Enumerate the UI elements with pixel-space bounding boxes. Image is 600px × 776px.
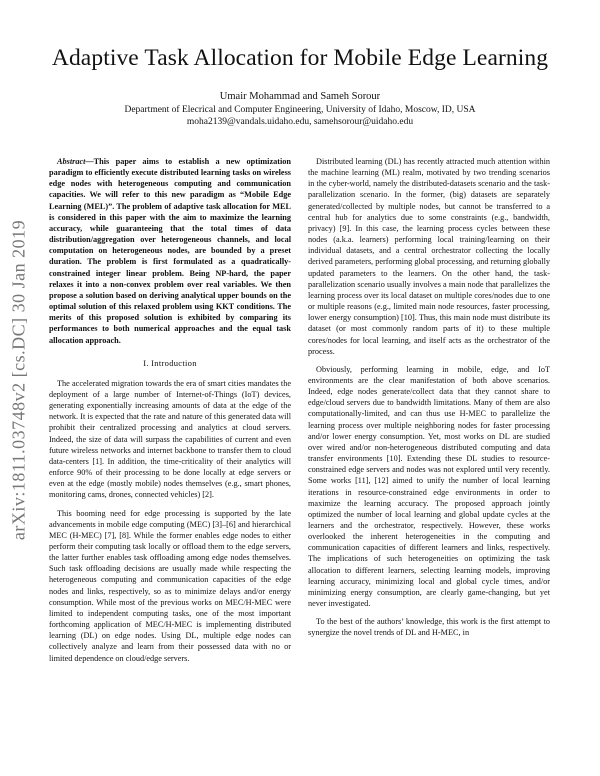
arxiv-identifier: arXiv:1811.03748v2 [cs.DC] 30 Jan 2019 xyxy=(8,219,29,541)
author-emails: moha2139@vandals.uidaho.edu, samehsorour@uidaho.edu xyxy=(186,117,414,127)
body-paragraph: To the best of the authors’ knowledge, this work is the first attempt to synergize the novel trends of DL and H-MEC, in xyxy=(308,617,550,638)
paper-title: Adaptive Task Allocation for Mobile Edge Learning xyxy=(51,45,549,71)
author-affiliation: Department of Elecrical and Computer Engineering, University of Idaho, Moscow, ID, USA xyxy=(124,105,476,115)
arxiv-sidebar xyxy=(4,210,34,550)
section-heading-introduction: I. Introduction xyxy=(143,357,197,368)
abstract-text: —This paper aims to establish a new optimization paradigm to efficiently execute distributed learning tasks on wireless edge nodes with heterogeneous computing and communication capacities. We will refer to this new paradigm as “Mobile Edge Learning (MEL)”. The problem of adaptive task allocation for MEL is considered in this paper with the aim to maximize the learning accuracy, while guaranteeing that the total times of data distribution/aggregation over heterogeneous channels, and local computation on heterogeneous nodes, are bounded by a preset duration. The problem is first formulated as a quadratically-constrained integer linear problem. Being NP-hard, the paper relaxes it into a non-convex problem over real variables. We then propose a solution based on deriving analytical upper bounds on the optimal solution of this relaxed problem using KKT conditions. The merits of this proposed solution is exhibited by comparing its performances to both numerical approaches and the equal task allocation approach. xyxy=(49,157,291,345)
body-paragraph: Distributed learning (DL) has recently attracted much attention within the machine learning (ML) realm, motivated by two trending scenarios in the cyber-world, namely the distributed-datasets scenario and the task-parallelization scenario. In the former, (big) datasets are separately generated/collected by multiple nodes, but cannot be transferred to a central hub for analytics due to some constraints (e.g., bandwidth, privacy) [9]. In this case, the learning process cycles between these nodes (a.k.a. learners) performing local training/learning on their individual datasets, and a central orchestrator collecting the locally derived parameters, performing global processing, and returning globally updated parameters to the learners. On the other hand, the task-parallelization scenario usually involves a main node that parallelizes the learning process over its local dataset on multiple cores/nodes due to one or multiple reasons (e.g., limited main node resources, faster processing, lower energy consumption) [10]. Thus, this main node must distribute its dataset (or most commonly random parts of it) to these multiple cores/nodes for local learning, and itself acts as the orchestrator of the process. xyxy=(308,157,550,356)
abstract xyxy=(49,156,291,346)
abstract-label: Abstract xyxy=(57,157,86,166)
right-column xyxy=(308,156,550,646)
intro-paragraph: This booming need for edge processing is supported by the late advancements in mobile edge computing (MEC) [3]–[6] and hierarchical MEC (H-MEC) [7], [8]. While the former enables edge nodes to either perform their computing task locally or offload them to the edge servers, the latter further enables task offloading among edge nodes themselves. Such task offloading decisions are usually made while respecting the heterogeneous computing and communication capacities of the edge nodes and links, respectively, so as to minimize delays and/or energy consumption. While most of the previous works on MEC/H-MEC were limited to independent computing tasks, one of the most important forthcoming application of MEC/H-MEC is implementing distributed learning (DL) on edge nodes. Using DL, multiple edge nodes can collectively analyze and learn from their possessed data with no or limited dependence on cloud/edge servers. xyxy=(49,508,291,663)
paper-authors: Umair Mohammad and Sameh Sorour xyxy=(219,91,381,102)
left-column xyxy=(49,156,291,671)
intro-paragraph: The accelerated migration towards the era of smart cities mandates the deployment of a large number of Internet-of-Things (IoT) devices, generating exponentially increasing amounts of data at the edge of the network. It is expected that the rate and nature of this generated data will prohibit their centralized processing and analytics at cloud servers. Indeed, the size of data will surpass the capabilities of current and even future wireless networks and internet backbone to transfer them to cloud data-centers [1]. In addition, the time-criticality of their analytics will enforce 90% of their processing to be done locally at edge servers or even at the edge (mostly mobile) nodes themselves (e.g., smart phones, monitoring cams, drones, connected vehicles) [2]. xyxy=(49,378,291,500)
body-paragraph: Obviously, performing learning in mobile, edge, and IoT environments are the clear manifestation of both above scenarios. Indeed, edge nodes generate/collect data that they cannot share to edge/cloud servers due to bandwidth limitations. Many of them are also computationally-limited, and can thus use H-MEC to parallelize the learning process over multiple neighboring nodes for faster processing and/or lower energy consumption. Yet, most works on DL are studied over wired and/or non-heterogeneous distributed computing and data transfer environments [10]. Extending these DL studies to resource-constrained edge servers and nodes was not explored until very recently. Some works [11], [12] aimed to unify the number of local learning iterations in resource-constrained edge environments in order to maximize the learning accuracy. The proposed approach jointly optimized the number of local learning and global update cycles at the learners and the orchestrator, respectively. However, these works overlooked the inherent heterogeneities in the computing and communication capacities of different learners and links, respectively. The implications of such heterogeneities on optimizing the task allocation to different learners, selecting learning models, improving learning accuracy, minimizing local and global cycle times, and/or minimizing energy consumption, are clearly game-changing, but yet never investigated. xyxy=(308,364,550,609)
